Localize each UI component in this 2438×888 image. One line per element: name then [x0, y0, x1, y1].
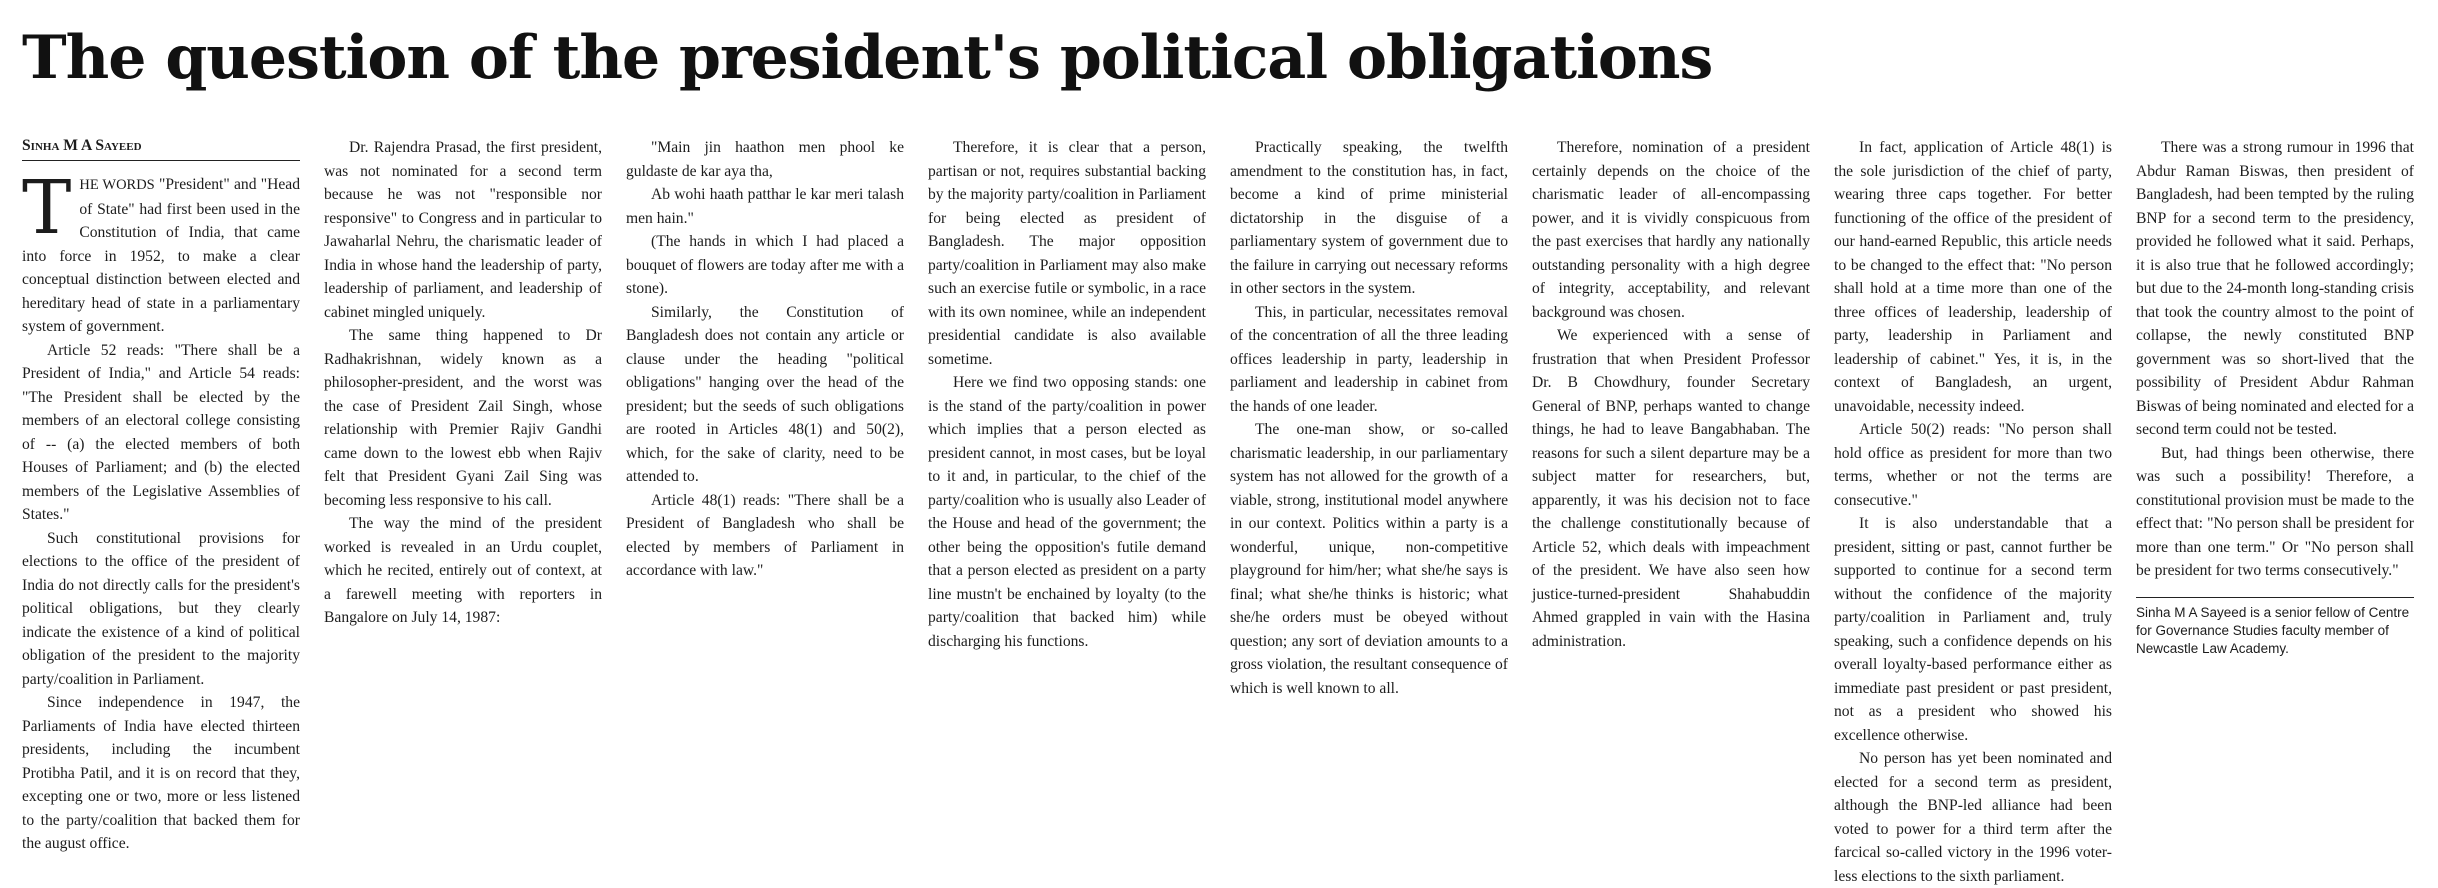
- author-note: Sinha M A Sayeed is a senior fellow of Centre for Governance Studies faculty member of Newcastle Law Academy.: [2136, 597, 2414, 658]
- article-column-4: [928, 136, 1206, 836]
- body-paragraph: Article 52 reads: "There shall be a President of India," and Article 54 reads: "The President shall be elected by the members of an electoral college consisting of -- (a) the elected members of both Houses of Parliament; and (b) the elected members of the Legislative Assemblies of States.": [22, 341, 300, 523]
- body-paragraph: (The hands in which I had placed a bouquet of flowers are today after me with a stone).: [626, 233, 904, 297]
- lead-caps: HE WORDS: [79, 177, 155, 193]
- lead-paragraph: [22, 165, 300, 339]
- body-paragraph: Similarly, the Constitution of Bangladesh does not contain any article or clause under the heading "political obligations" hanging over the head of the president; but the seeds of such obligations are rooted in Articles 48(1) and 50(2), which, for the sake of clarity, need to be attended to.: [626, 303, 904, 485]
- article-column-1: [22, 136, 300, 852]
- article-column-2: [324, 136, 602, 836]
- body-paragraph: The same thing happened to Dr Radhakrishnan, widely known as a philosopher-president, and the worst was the case of President Zail Singh, whose relationship with Premier Rajiv Gandhi came down to the lowest ebb when Rajiv felt that President Gyani Zail Sing was becoming less responsive to his call.: [324, 327, 602, 509]
- body-paragraph: This, in particular, necessitates removal of the concentration of all the three leading offices leadership in party, leadership in parliament and leadership in cabinet from the hands of one leader.: [1230, 303, 1508, 415]
- article-column-6: [1532, 136, 1810, 836]
- quote-line: "Main jin haathon men phool ke guldaste de kar aya tha,: [626, 139, 904, 180]
- article-column-3: [626, 136, 904, 836]
- body-paragraph: In fact, application of Article 48(1) is the sole jurisdiction of the chief of party, wearing three caps together. For better functioning of the office of the president of our hand-earned Republic, this article needs to be changed to the effect that: "No person shall hold at a time more than one of the three offices of leadership, leadership of party, leadership in Parliament and leadership of cabinet." Yes, it is, in the context of Bangladesh, an urgent, unavoidable, necessity indeed.: [1834, 139, 2112, 415]
- body-paragraph: No person has yet been nominated and elected for a second term as president, although the BNP-led alliance had been voted to power for a third term after the farcical so-called victory in the 1996 voter-less elections to the sixth parliament.: [1834, 750, 2112, 885]
- body-paragraph: Dr. Rajendra Prasad, the first president, was not nominated for a second term because he was not "responsible nor responsive" to Congress and in particular to Jawaharlal Nehru, the charismatic leader of India in whose hand the leadership of party, leadership of parliament, and leadership of cabinet mingled uniquely.: [324, 139, 602, 321]
- headline: The question of the president's political obligations: [22, 23, 1713, 93]
- body-paragraph: The one-man show, or so-called charismatic leadership, in our parliamentary system has not allowed for the growth of a viable, strong, institutional model anywhere in our context. Politics within a party is a wonderful, unique, non-competitive playground for him/her; what she/he says is final; what she/he thinks is historic; what she/he orders must be obeyed without question; any sort of deviation amounts to a gross violation, the resultant consequence of which is well known to all.: [1230, 421, 1508, 697]
- body-paragraph: There was a strong rumour in 1996 that Abdur Raman Biswas, then president of Bangladesh, had been tempted by the ruling BNP for a second term to the presidency, provided he followed what it said. Perhaps, it is also true that he followed accordingly; but due to the 24-month long-standing crisis that took the country almost to the point of collapse, the newly constituted BNP government was so short-lived that the possibility of President Abdur Rahman Biswas of being nominated and elected for a second term could not be tested.: [2136, 139, 2414, 438]
- byline: Sinha M A Sayeed: [22, 136, 300, 161]
- body-paragraph: Article 50(2) reads: "No person shall hold office as president for more than two terms, whether or not the terms are consecutive.": [1834, 421, 2112, 509]
- body-paragraph: Such constitutional provisions for elections to the office of the president of India do not directly calls for the president's political obligations, but they clearly indicate the existence of a kind of political obligation of the president to the majority party/coalition in Parliament.: [22, 529, 300, 688]
- body-paragraph: Here we find two opposing stands: one is the stand of the party/coalition in power which implies that a person elected as president cannot, in most cases, but be loyal to it and, in particular, to the chief of the party/coalition who is usually also Leader of the House and head of the government; the other being the opposition's futile demand that a person elected as president on a party line mustn't be enchained by loyalty (to the party/coalition that backed him) while discharging his functions.: [928, 374, 1207, 650]
- article-column-7: [1834, 136, 2112, 885]
- body-paragraph: The way the mind of the president worked is revealed in an Urdu couplet, which he recited, entirely out of context, at a farewell meeting with reporters in Bangalore on July 14, 1987:: [324, 515, 602, 626]
- body-paragraph: Therefore, nomination of a president certainly depends on the choice of the charismatic leader of all-encompassing power, and it is vividly conspicuous from the past exercises that hardly any nationally outstanding personality with a high degree of integrity, acceptability, and relevant background was chosen.: [1532, 139, 1810, 321]
- body-paragraph: But, had things been otherwise, there was such a possibility! Therefore, a constitutional provision must be made to the effect that: "No person shall be president for more than one term." Or "No person shall be president for two terms consecutively.": [2136, 444, 2414, 579]
- body-paragraph: Therefore, it is clear that a person, partisan or not, requires substantial backing by the majority party/coalition in Parliament for being elected as president of Bangladesh. The major opposition party/coalition in Parliament may also make such an exercise futile or symbolic, in a race with its own nominee, while an independent presidential candidate is also available sometime.: [928, 139, 1206, 368]
- lead-text: "President" and "Head of State" had first been used in the Constitution of India, that came into force in 1952, to make a clear conceptual distinction between elected and hereditary head of state in a parliamentary system of government.: [22, 176, 300, 335]
- body-paragraph: We experienced with a sense of frustration that when President Professor Dr. B Chowdhury, founder Secretary General of BNP, perhaps wanted to change things, he had to leave Bangabhaban. The reasons for such a silent departure may be a subject matter for researchers, but, apparently, it was his decision not to face the challenge constitutionally because of Article 52, which deals with impeachment of the president. We have also seen how justice-turned-president Shahabuddin Ahmed grappled in vain with the Hasina administration.: [1532, 327, 1810, 650]
- body-paragraph: It is also understandable that a president, sitting or past, cannot further be supported to continue for a second term without the confidence of the majority party/coalition in Parliament and, truly speaking, such a confidence depends on his overall loyalty-based performance either as immediate past president or past president, not as a president who showed his excellence otherwise.: [1834, 515, 2112, 744]
- article-column-8: [2136, 136, 2414, 836]
- quote-line: Ab wohi haath patthar le kar meri talash men hain.": [626, 186, 904, 227]
- body-paragraph: Since independence in 1947, the Parliaments of India have elected thirteen presidents, including the incumbent Protibha Patil, and it is on record that they, excepting one or two, more or less listened to the party/coalition that backed them for the august office.: [22, 694, 300, 852]
- drop-cap: T: [22, 165, 72, 251]
- body-paragraph: Practically speaking, the twelfth amendment to the constitution has, in fact, become a kind of prime ministerial dictatorship in the disguise of a parliamentary system of government due to the failure in carrying out necessary reforms in other sectors in the system.: [1230, 139, 1508, 297]
- body-paragraph: Article 48(1) reads: "There shall be a President of Bangladesh who shall be elected by members of Parliament in accordance with law.": [626, 491, 904, 579]
- article-column-5: [1230, 136, 1508, 836]
